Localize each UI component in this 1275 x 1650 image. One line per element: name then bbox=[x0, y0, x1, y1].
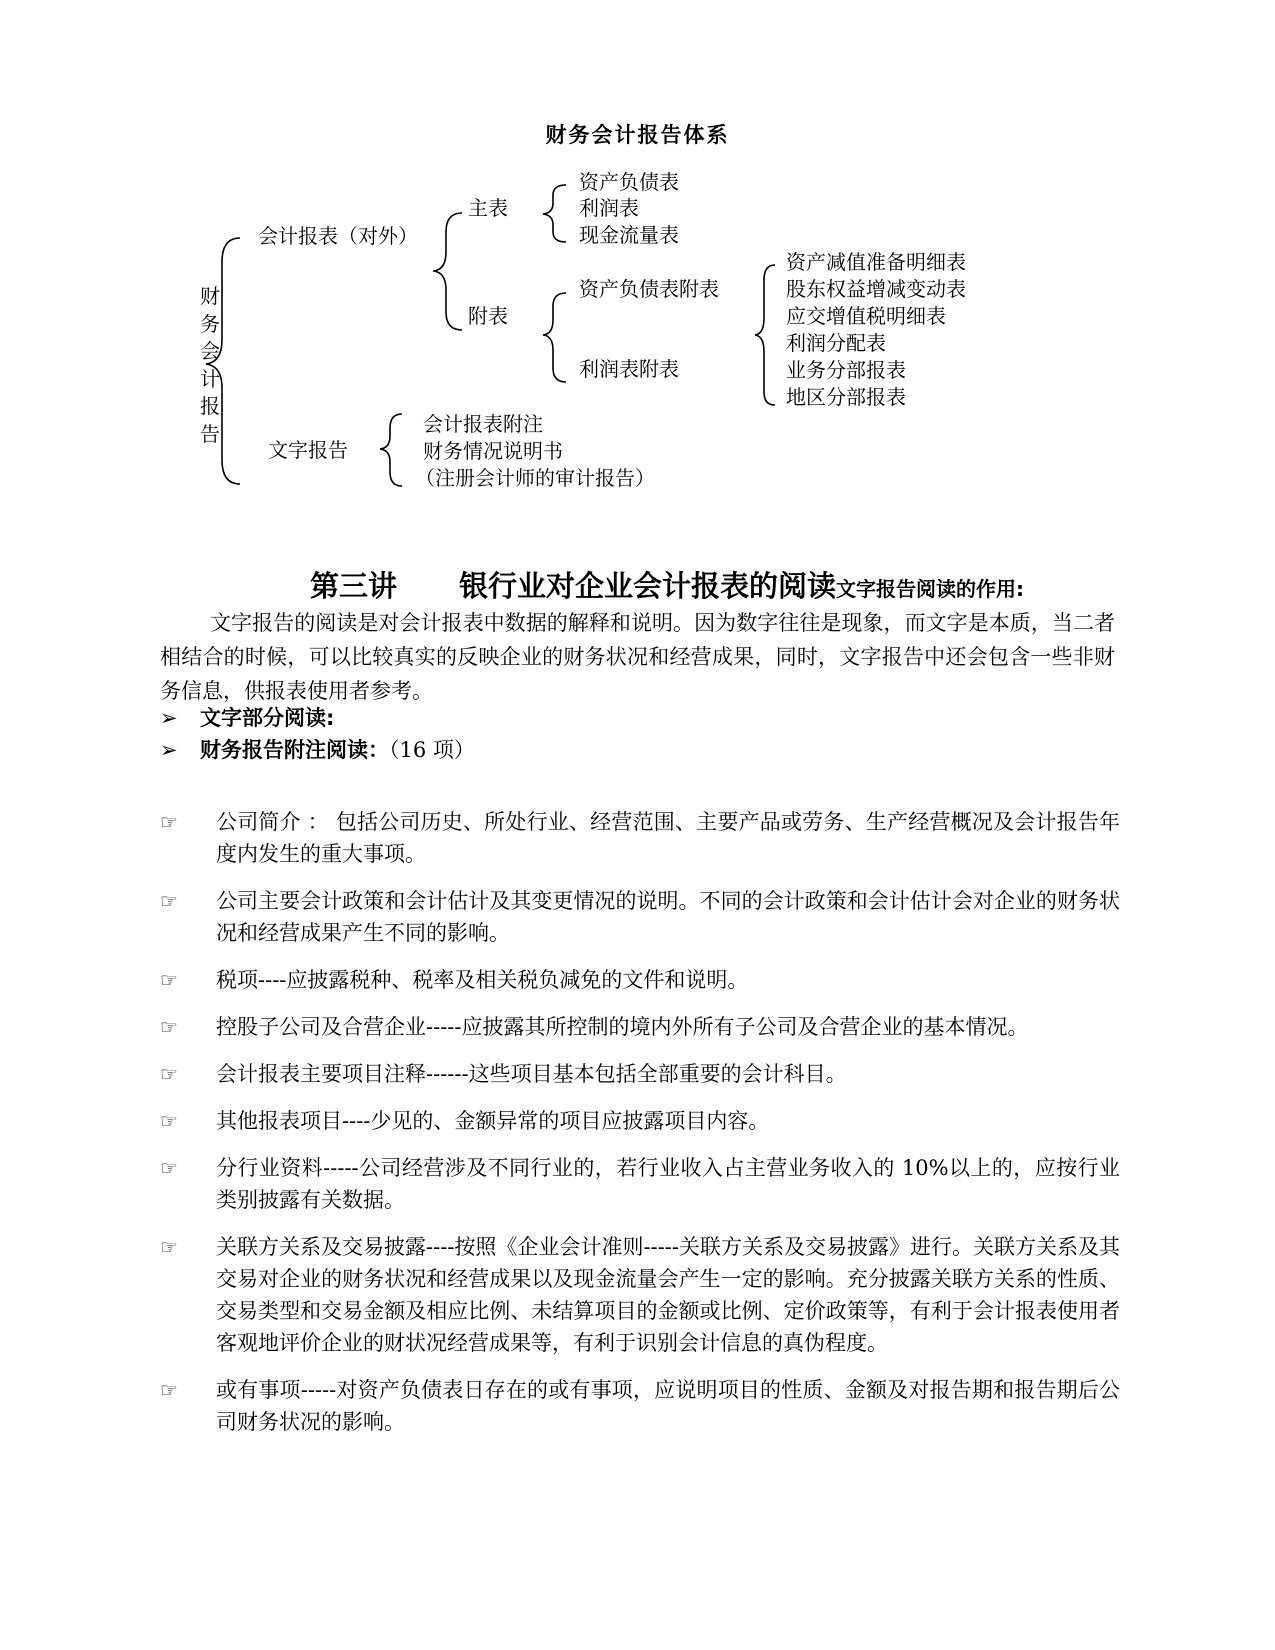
attach-items-brace bbox=[755, 265, 775, 405]
list-item-text: 控股子公司及合营企业-----应披露其所控制的境内外所有子公司及合营企业的基本情况。 bbox=[216, 1015, 1029, 1039]
lecture-tail: 文字报告阅读的作用: bbox=[836, 577, 1025, 601]
node-bs-attach: 资产负债表附表 bbox=[579, 277, 719, 301]
main-brace bbox=[543, 185, 566, 242]
intro-paragraph: 文字报告的阅读是对会计报表中数据的解释和说明。因为数字往往是现象，而文字是本质，当二者相结合的时候，可以比较真实的反映企业的财务状况和经营成果，同时，文字报告中还会包含一些非财务信息，供报表使用者参考。 bbox=[160, 611, 1115, 703]
pointing-hand-icon: ☞ bbox=[160, 1235, 178, 1259]
list-item-text: 或有事项-----对资产负债表日存在的或有事项，应说明项目的性质、金额及对报告期和报告期后公司财务状况的影响。 bbox=[216, 1378, 1120, 1434]
text-item: 财务情况说明书 bbox=[423, 439, 563, 463]
list-item-text: 税项----应披露税种、税率及相关税负减免的文件和说明。 bbox=[216, 968, 749, 992]
pointing-hand-icon: ☞ bbox=[160, 889, 178, 913]
attach-brace bbox=[543, 293, 566, 382]
list-item bbox=[160, 1152, 1120, 1216]
arrow-icon: ➢ bbox=[160, 706, 178, 730]
list-item bbox=[160, 1011, 1120, 1043]
attach-item: 业务分部报表 bbox=[786, 358, 906, 382]
attach-item: 股东权益增减变动表 bbox=[786, 277, 966, 301]
list-item-text: 会计报表主要项目注释------这些项目基本包括全部重要的会计科目。 bbox=[216, 1062, 847, 1086]
main-item: 现金流量表 bbox=[579, 223, 679, 247]
root-char: 财 bbox=[200, 284, 220, 308]
node-reports: 会计报表（对外） bbox=[258, 224, 418, 248]
diagram-root-label bbox=[198, 283, 222, 448]
lecture-number: 第三讲 bbox=[310, 569, 398, 603]
root-char: 务 bbox=[200, 311, 220, 336]
pointing-hand-icon: ☞ bbox=[160, 1156, 178, 1180]
pointing-hand-icon: ☞ bbox=[160, 1015, 178, 1039]
list-item bbox=[160, 806, 1120, 870]
lecture-name: 银行业对企业会计报表的阅读 bbox=[459, 569, 837, 603]
pointing-hand-icon: ☞ bbox=[160, 1109, 178, 1133]
list-item bbox=[160, 1374, 1120, 1438]
list-item bbox=[160, 964, 1120, 996]
arrow-icon: ➢ bbox=[160, 738, 178, 762]
root-char: 报 bbox=[200, 394, 220, 418]
list-item-text: 关联方关系及交易披露----按照《企业会计准则-----关联方关系及交易披露》进行。关联方关系及其交易对企业的财务状况和经营成果以及现金流量会产生一定的影响。充分披露关联方关系的性质、交易类型和交易金额及相应比例、未结算项目的金额或比例、定价政策等，有利于会计报表使用者客观地评价企业的财状况经营成果等，有利于识别会计信息的真伪程度。 bbox=[216, 1235, 1120, 1355]
node-attach: 附表 bbox=[468, 304, 508, 328]
root-char: 计 bbox=[200, 366, 220, 391]
pointing-hand-icon: ☞ bbox=[160, 810, 178, 834]
text-item: 会计报表附注 bbox=[423, 412, 543, 436]
pointing-hand-icon: ☞ bbox=[160, 1378, 178, 1402]
list-item bbox=[160, 1058, 1120, 1090]
main-item: 利润表 bbox=[579, 196, 639, 220]
section-notes-reading bbox=[160, 734, 475, 764]
list-item-text: 分行业资料-----公司经营涉及不同行业的，若行业收入占主营业务收入的 10%以上的，应按行业类别披露有关数据。 bbox=[216, 1156, 1120, 1212]
attach-item: 地区分部报表 bbox=[786, 385, 906, 409]
section-label: 财务报告附注阅读： bbox=[200, 738, 389, 762]
page-title: 财务会计报告体系 bbox=[545, 123, 730, 147]
list-item-text: 公司简介 ： 包括公司历史、所处行业、经营范围、主要产品或劳务、生产经营概况及会计报告年度内发生的重大事项。 bbox=[216, 810, 1120, 866]
pointing-hand-icon: ☞ bbox=[160, 1062, 178, 1086]
root-char: 告 bbox=[200, 421, 220, 446]
text-brace bbox=[380, 414, 402, 486]
attach-item: 应交增值税明细表 bbox=[786, 304, 946, 328]
attach-item: 资产减值准备明细表 bbox=[786, 250, 966, 274]
text-item: （注册会计师的审计报告） bbox=[415, 466, 655, 490]
notes-list bbox=[160, 806, 1120, 1453]
attach-item: 利润分配表 bbox=[786, 331, 886, 355]
section-text-reading bbox=[160, 702, 334, 732]
list-item bbox=[160, 1105, 1120, 1137]
main-item: 资产负债表 bbox=[579, 170, 679, 194]
pointing-hand-icon: ☞ bbox=[160, 968, 178, 992]
section-count: （16 项） bbox=[389, 738, 475, 762]
root-char: 会 bbox=[200, 339, 220, 363]
list-item bbox=[160, 1231, 1120, 1359]
reports-brace bbox=[433, 213, 462, 330]
list-item-text: 公司主要会计政策和会计估计及其变更情况的说明。不同的会计政策和会计估计会对企业的财务状况和经营成果产生不同的影响。 bbox=[216, 889, 1120, 945]
list-item-text: 其他报表项目----少见的、金额异常的项目应披露项目内容。 bbox=[216, 1109, 770, 1133]
node-main: 主表 bbox=[468, 196, 508, 220]
node-text-report: 文字报告 bbox=[268, 438, 348, 462]
section-label: 文字部分阅读: bbox=[200, 706, 335, 730]
lecture-heading bbox=[310, 564, 1024, 605]
node-is-attach: 利润表附表 bbox=[579, 357, 679, 381]
list-item bbox=[160, 885, 1120, 949]
